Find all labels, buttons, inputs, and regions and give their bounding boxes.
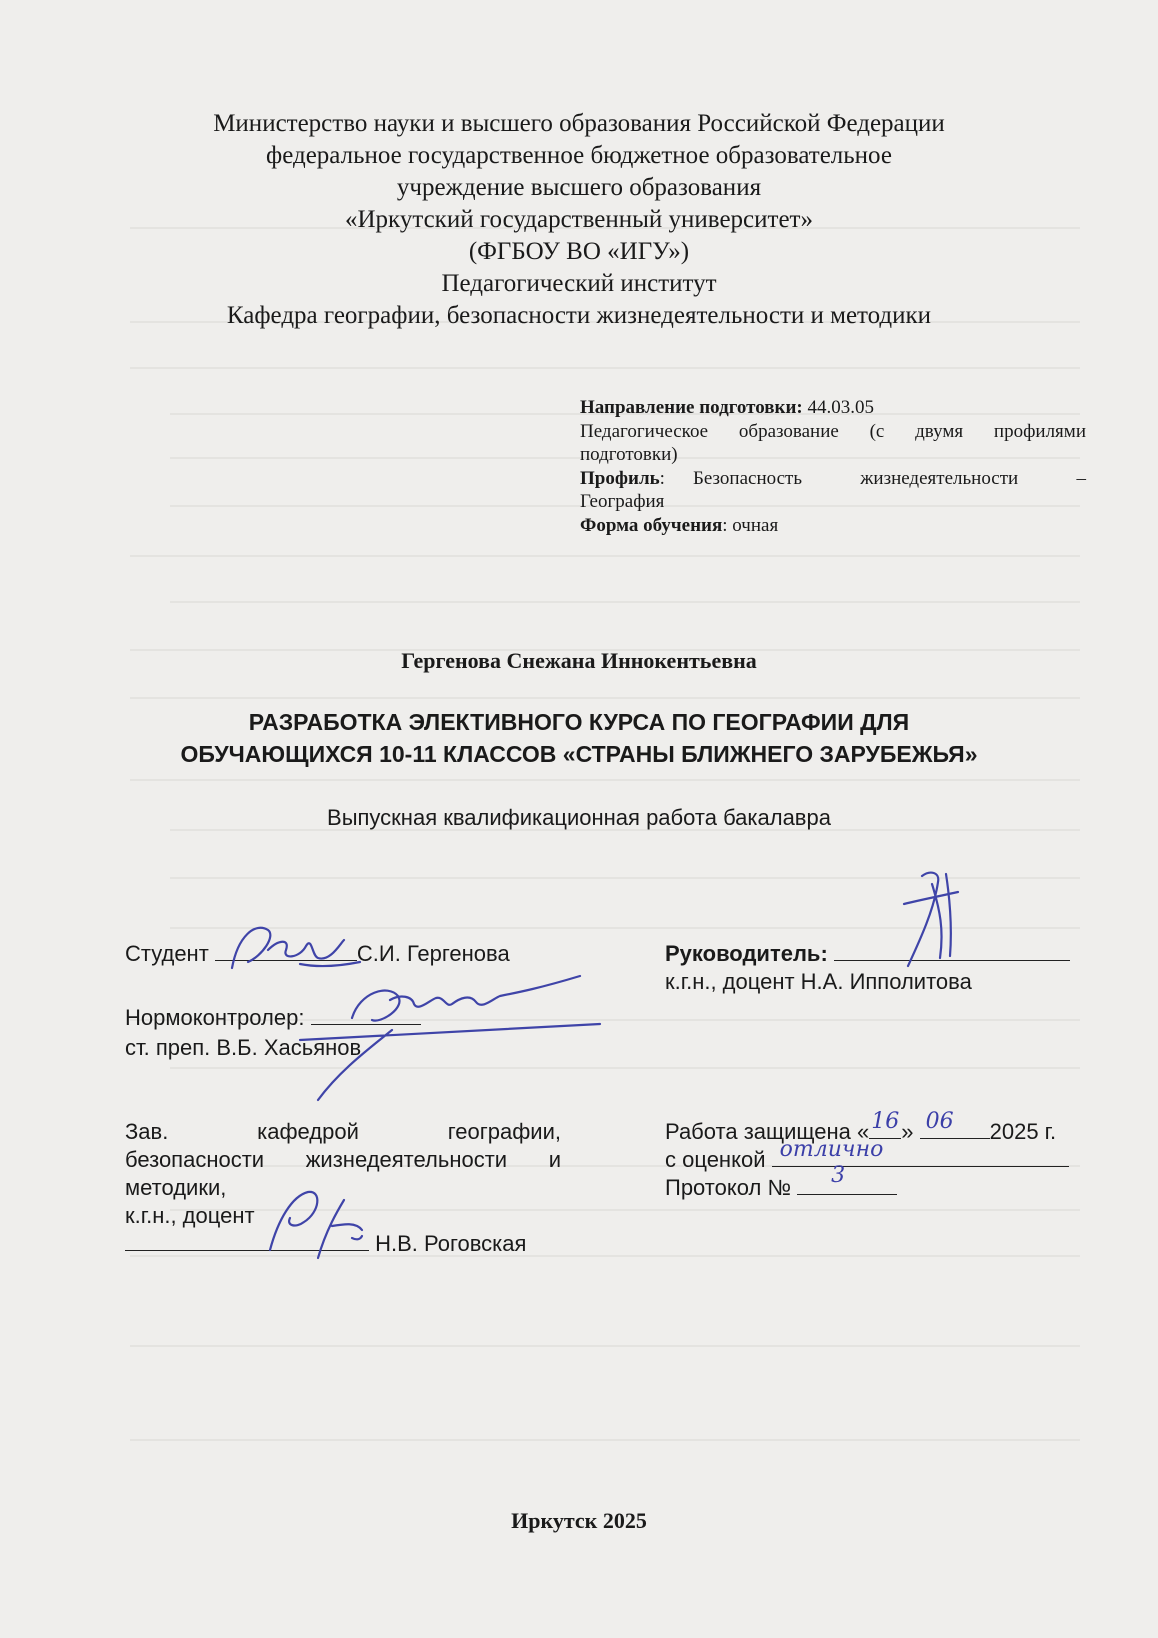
institute-name: Педагогический институт bbox=[441, 270, 717, 297]
grade-label: с оценкой bbox=[665, 1147, 766, 1172]
head-line2-word3: и bbox=[548, 1147, 561, 1172]
head-line2-word1: безопасности bbox=[125, 1147, 265, 1172]
signature-line bbox=[125, 1230, 369, 1251]
normcontrol-signature-block bbox=[125, 1004, 421, 1032]
university-name: «Иркутский государственный университет» bbox=[345, 206, 813, 233]
head-line3: методики, bbox=[125, 1175, 227, 1200]
thesis-title bbox=[0, 706, 1158, 770]
head-name: Н.В. Роговская bbox=[375, 1231, 527, 1256]
student-label: Студент bbox=[125, 941, 209, 966]
head-line2-word2: жизнедеятельности bbox=[305, 1147, 508, 1172]
defense-month: 06 bbox=[925, 1109, 954, 1134]
head-line1-word2: кафедрой bbox=[257, 1119, 359, 1144]
signature-line bbox=[215, 940, 357, 961]
profile-value-1: Безопасность жизнедеятельности – bbox=[692, 467, 1086, 489]
protocol-line bbox=[797, 1163, 897, 1195]
department-name: Кафедра географии, безопасности жизнедеятельности и методики bbox=[226, 302, 932, 329]
thesis-title-line-2: ОБУЧАЮЩИХСЯ 10-11 КЛАССОВ «СТРАНЫ БЛИЖНЕГО ЗАРУБЕЖЬЯ» bbox=[180, 741, 978, 767]
thesis-title-line-1: РАЗРАБОТКА ЭЛЕКТИВНОГО КУРСА ПО ГЕОГРАФИИ ДЛЯ bbox=[248, 709, 910, 735]
author-name: Гергенова Снежана Иннокентьевна bbox=[401, 648, 757, 673]
form-value: очная bbox=[732, 514, 779, 536]
direction-name-1: Педагогическое образование (с двумя профилями bbox=[580, 420, 1086, 442]
protocol-value: 3 bbox=[831, 1163, 846, 1188]
normcontrol-label: Нормоконтролер: bbox=[125, 1005, 305, 1030]
direction-label: Направление подготовки: bbox=[580, 397, 803, 418]
student-name: С.И. Гергенова bbox=[356, 941, 510, 966]
institution-type-line: федеральное государственное бюджетное образовательное bbox=[266, 142, 892, 169]
ministry-line: Министерство науки и высшего образования Российской Федерации bbox=[213, 110, 945, 137]
supervisor-label: Руководитель: bbox=[665, 941, 828, 966]
defense-quote: » bbox=[901, 1119, 914, 1144]
supervisor-name: к.г.н., доцент Н.А. Ипполитова bbox=[665, 969, 972, 994]
institution-type-line-2: учреждение высшего образования bbox=[396, 174, 762, 201]
signature-line bbox=[834, 940, 1070, 961]
defense-day: 16 bbox=[871, 1109, 900, 1134]
protocol-label: Протокол № bbox=[665, 1175, 792, 1200]
direction-code: 44.03.05 bbox=[807, 397, 874, 418]
defense-year: 2025 г. bbox=[989, 1119, 1057, 1144]
grade-line bbox=[772, 1137, 1069, 1167]
signature-line bbox=[311, 1004, 421, 1025]
supervisor-signature-block bbox=[665, 940, 1070, 968]
month-line bbox=[920, 1109, 990, 1139]
work-type: Выпускная квалификационная работа бакалавра bbox=[327, 805, 831, 830]
profile-label: Профиль bbox=[580, 467, 660, 489]
head-line1-word1: Зав. bbox=[125, 1119, 169, 1144]
head-line4: к.г.н., доцент bbox=[125, 1203, 255, 1228]
city-year: Иркутск 2025 bbox=[511, 1508, 647, 1533]
defense-block bbox=[665, 1109, 1069, 1202]
normcontrol-name: ст. преп. В.Б. Хасьянов bbox=[125, 1035, 362, 1060]
head-signature-block bbox=[125, 1118, 561, 1258]
form-label: Форма обучения bbox=[580, 514, 723, 536]
direction-name-2: подготовки) bbox=[580, 444, 678, 465]
grade-value: отлично bbox=[779, 1137, 884, 1162]
program-info: Направление подготовки: 44.03.05 Педагогическое образование (с двумя профилями подготовки) Профиль: Безопасность жизнедеятельности – География Форма обучения: очная bbox=[580, 397, 1086, 536]
head-line1-word3: географии, bbox=[447, 1119, 561, 1144]
student-signature-block bbox=[125, 940, 510, 968]
profile-value-2: География bbox=[580, 491, 665, 512]
university-abbrev: (ФГБОУ ВО «ИГУ») bbox=[468, 238, 690, 265]
institution-header bbox=[0, 108, 1158, 332]
defense-prefix: Работа защищена « bbox=[665, 1119, 870, 1144]
